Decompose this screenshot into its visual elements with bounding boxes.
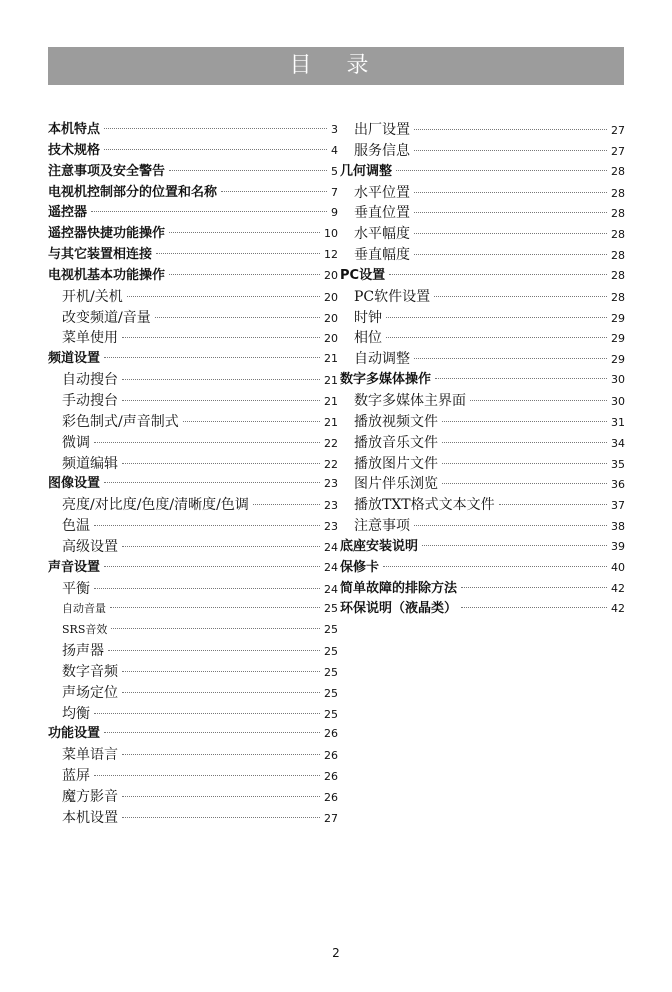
- dot-leader: [104, 732, 320, 733]
- toc-entry[interactable]: [340, 537, 625, 558]
- toc-entry-label: 数字音频: [62, 663, 118, 680]
- toc-entry[interactable]: [340, 599, 625, 620]
- toc-entry[interactable]: [48, 391, 338, 412]
- toc-entry-page: 26: [324, 727, 338, 741]
- toc-entry-label: 电视机基本功能操作: [48, 267, 166, 283]
- toc-entry-page: 25: [324, 602, 338, 616]
- dot-leader: [396, 170, 607, 171]
- dot-leader: [156, 253, 320, 254]
- toc-entry-page: 35: [611, 457, 625, 471]
- toc-entry[interactable]: [48, 766, 338, 787]
- toc-entry[interactable]: [48, 308, 338, 329]
- toc-entry[interactable]: [340, 224, 625, 245]
- toc-entry-label: 相位: [354, 330, 382, 347]
- toc-entry-page: 42: [611, 581, 625, 595]
- toc-entry-page: 23: [324, 477, 338, 491]
- toc-entry-page: 24: [324, 582, 338, 596]
- toc-entry[interactable]: [48, 141, 338, 162]
- toc-entry-page: 26: [324, 770, 338, 784]
- dot-leader: [414, 212, 607, 213]
- toc-entry-label: 功能设置: [48, 726, 101, 742]
- dot-leader: [122, 379, 320, 380]
- dot-leader: [169, 274, 320, 275]
- toc-entry-page: 3: [331, 123, 338, 136]
- dot-leader: [386, 337, 607, 338]
- toc-entry-page: 22: [324, 436, 338, 450]
- toc-entry[interactable]: [48, 162, 338, 183]
- toc-entry[interactable]: [340, 474, 625, 495]
- toc-entry-page: 21: [324, 394, 338, 408]
- toc-entry[interactable]: [340, 495, 625, 516]
- toc-entry[interactable]: [340, 245, 625, 266]
- toc-entry-page: 27: [611, 144, 625, 158]
- toc-entry-label: 电视机控制部分的位置和名称: [48, 184, 218, 200]
- toc-entry-label: 彩色制式/声音制式: [62, 413, 179, 430]
- toc-entry[interactable]: [340, 433, 625, 454]
- dot-leader: [122, 546, 320, 547]
- toc-entry-label: 播放图片文件: [354, 455, 438, 472]
- toc-entry[interactable]: [48, 495, 338, 516]
- toc-entry[interactable]: [340, 516, 625, 537]
- dot-leader: [104, 482, 320, 483]
- toc-entry-page: 23: [324, 520, 338, 534]
- toc-entry[interactable]: [48, 579, 338, 600]
- toc-entry[interactable]: [48, 349, 338, 370]
- toc-entry[interactable]: [340, 162, 625, 183]
- toc-entry-page: 28: [611, 186, 625, 200]
- toc-entry-label: PC设置: [340, 267, 386, 283]
- toc-entry[interactable]: [340, 454, 625, 475]
- toc-entry-label: 开机/关机: [62, 288, 123, 305]
- dot-leader: [122, 400, 320, 401]
- toc-entry-label: 水平位置: [354, 184, 410, 201]
- toc-entry-label: 播放TXT格式文本文件: [354, 497, 495, 514]
- dot-leader: [442, 463, 607, 464]
- dot-leader: [414, 150, 607, 151]
- toc-entry[interactable]: [340, 328, 625, 349]
- toc-entry-label: 与其它装置相连接: [48, 247, 153, 263]
- toc-entry-label: 频道设置: [48, 351, 101, 367]
- toc-entry-label: 自动调整: [354, 351, 410, 368]
- toc-entry[interactable]: [340, 120, 625, 141]
- toc-entry-page: 29: [611, 332, 625, 346]
- dot-leader: [414, 192, 607, 193]
- toc-entry-label: 声场定位: [62, 684, 118, 701]
- dot-leader: [461, 587, 607, 588]
- toc-entry[interactable]: [340, 203, 625, 224]
- toc-entry[interactable]: [48, 224, 338, 245]
- dot-leader: [111, 628, 320, 629]
- toc-entry-label: 自动音量: [62, 602, 106, 616]
- toc-entry[interactable]: [340, 266, 625, 287]
- toc-entry-page: 4: [331, 143, 338, 157]
- toc-entry[interactable]: [48, 287, 338, 308]
- toc-entry[interactable]: [48, 683, 338, 704]
- toc-entry-page: 28: [611, 228, 625, 242]
- toc-entry-page: 10: [324, 227, 338, 241]
- toc-entry-label: 本机特点: [48, 122, 101, 137]
- toc-entry[interactable]: [48, 808, 338, 829]
- toc-entry[interactable]: [48, 599, 338, 620]
- toc-entry-page: 25: [324, 623, 338, 637]
- dot-leader: [442, 421, 607, 422]
- toc-entry-label: 图片伴乐浏览: [354, 476, 438, 493]
- page-title: 目 录: [48, 47, 624, 85]
- dot-leader: [104, 128, 327, 129]
- dot-leader: [183, 421, 320, 422]
- toc-entry-page: 20: [324, 268, 338, 282]
- dot-leader: [122, 463, 320, 464]
- toc-entry-page: 26: [324, 791, 338, 804]
- dot-leader: [389, 274, 607, 275]
- dot-leader: [414, 233, 607, 234]
- toc-entry[interactable]: [48, 662, 338, 683]
- dot-leader: [253, 504, 320, 505]
- toc-entry-page: 39: [611, 539, 625, 553]
- toc-entry[interactable]: [48, 516, 338, 537]
- toc-entry-page: 20: [324, 311, 338, 325]
- toc-entry-label: 菜单语言: [62, 747, 118, 764]
- toc-entry-label: 注意事项及安全警告: [48, 163, 166, 179]
- toc-entry-label: 高级设置: [62, 538, 118, 555]
- toc-entry[interactable]: [48, 724, 338, 745]
- toc-entry-label: 亮度/对比度/色度/清晰度/色调: [62, 497, 249, 514]
- dot-leader: [94, 775, 320, 776]
- toc-left-column: [48, 120, 338, 829]
- toc-entry-page: 12: [324, 248, 338, 262]
- toc-entry-page: 5: [331, 164, 338, 178]
- dot-leader: [104, 357, 320, 358]
- toc-entry[interactable]: [48, 558, 338, 579]
- toc-entry-page: 40: [611, 560, 625, 574]
- toc-entry-label: 改变频道/音量: [62, 309, 151, 326]
- dot-leader: [108, 650, 320, 651]
- toc-entry-label: 频道编辑: [62, 455, 118, 472]
- dot-leader: [169, 170, 327, 171]
- toc-entry-label: 色温: [62, 518, 90, 535]
- toc-entry-page: 25: [324, 645, 338, 659]
- toc-entry-label: 注意事项: [354, 518, 410, 535]
- dot-leader: [386, 317, 607, 318]
- dot-leader: [122, 817, 320, 818]
- dot-leader: [422, 545, 607, 546]
- toc-entry[interactable]: [48, 704, 338, 725]
- toc-entry[interactable]: [48, 787, 338, 808]
- toc-entry-label: 手动搜台: [62, 392, 118, 409]
- toc-entry-page: 28: [611, 290, 625, 304]
- toc-entry[interactable]: [48, 454, 338, 475]
- toc-entry-label: 播放音乐文件: [354, 434, 438, 451]
- toc-entry-label: 扬声器: [62, 643, 104, 660]
- toc-entry[interactable]: [340, 349, 625, 370]
- dot-leader: [169, 232, 320, 233]
- toc-entry-label: 数字多媒体操作: [340, 372, 432, 388]
- toc-entry-label: 环保说明（液晶类）: [340, 601, 458, 617]
- toc-entry-page: 28: [611, 207, 625, 221]
- toc-entry-page: 21: [324, 415, 338, 429]
- toc-entry-label: 垂直位置: [354, 205, 410, 222]
- toc-entry-page: 26: [324, 749, 338, 763]
- toc-entry-page: 24: [324, 540, 338, 554]
- toc-entry-label: 底座安装说明: [340, 538, 419, 554]
- toc-entry-label: 菜单使用: [62, 330, 118, 347]
- dot-leader: [442, 442, 607, 443]
- toc-entry-page: 25: [324, 707, 338, 721]
- toc-entry-page: 27: [324, 811, 338, 825]
- dot-leader: [104, 566, 320, 567]
- toc-entry-page: 28: [611, 164, 625, 178]
- toc-entry-label: 图像设置: [48, 476, 101, 492]
- dot-leader: [122, 754, 320, 755]
- toc-entry-page: 31: [611, 415, 625, 429]
- dot-leader: [383, 566, 607, 567]
- toc-entry[interactable]: [340, 412, 625, 433]
- toc-right-column: [340, 120, 625, 620]
- toc-entry-label: 播放视频文件: [354, 413, 438, 430]
- toc-entry[interactable]: [48, 537, 338, 558]
- toc-entry-label: 自动搜台: [62, 372, 118, 389]
- dot-leader: [104, 149, 327, 150]
- dot-leader: [110, 607, 320, 608]
- toc-entry[interactable]: [340, 308, 625, 329]
- toc-entry-label: SRS音效: [62, 623, 108, 637]
- toc-entry-page: 21: [324, 374, 338, 388]
- toc-entry-label: 遥控器: [48, 205, 88, 221]
- toc-entry[interactable]: [48, 370, 338, 391]
- toc-entry-page: 21: [324, 352, 338, 366]
- toc-entry-page: 20: [324, 332, 338, 346]
- dot-leader: [221, 191, 327, 192]
- toc-entry-label: 垂直幅度: [354, 247, 410, 264]
- dot-leader: [91, 211, 327, 212]
- dot-leader: [470, 400, 607, 401]
- toc-entry-label: 数字多媒体主界面: [354, 392, 466, 409]
- toc-entry-label: 遥控器快捷功能操作: [48, 226, 166, 242]
- toc-entry-page: 27: [611, 124, 625, 137]
- toc-entry[interactable]: [48, 328, 338, 349]
- toc-entry-label: 简单故障的排除方法: [340, 580, 458, 596]
- page-number: 2: [332, 946, 340, 960]
- toc-entry-page: 29: [611, 353, 625, 367]
- toc-entry[interactable]: [340, 391, 625, 412]
- dot-leader: [94, 442, 320, 443]
- toc-entry-page: 23: [324, 499, 338, 513]
- dot-leader: [414, 358, 607, 359]
- toc-entry-page: 30: [611, 373, 625, 387]
- toc-entry[interactable]: [340, 183, 625, 204]
- toc-entry[interactable]: [48, 745, 338, 766]
- toc-entry[interactable]: [48, 412, 338, 433]
- toc-entry[interactable]: [340, 558, 625, 579]
- toc-entry[interactable]: [48, 433, 338, 454]
- toc-entry[interactable]: [340, 287, 625, 308]
- toc-entry-label: 水平幅度: [354, 226, 410, 243]
- toc-entry-label: 均衡: [62, 705, 90, 722]
- toc-entry[interactable]: [340, 141, 625, 162]
- toc-entry-label: 微调: [62, 434, 90, 451]
- toc-entry-label: 魔方影音: [62, 789, 118, 805]
- dot-leader: [94, 713, 320, 714]
- dot-leader: [127, 296, 320, 297]
- toc-entry[interactable]: [340, 579, 625, 600]
- toc-entry-page: 36: [611, 478, 625, 492]
- dot-leader: [414, 129, 607, 130]
- dot-leader: [435, 378, 607, 379]
- toc-entry-page: 20: [324, 290, 338, 304]
- dot-leader: [414, 254, 607, 255]
- dot-leader: [442, 483, 607, 484]
- dot-leader: [122, 692, 320, 693]
- dot-leader: [122, 671, 320, 672]
- toc-entry-page: 29: [611, 311, 625, 325]
- toc-entry-label: 时钟: [354, 309, 382, 326]
- toc-entry-label: 本机设置: [62, 809, 118, 826]
- toc-entry-label: 声音设置: [48, 559, 101, 575]
- dot-leader: [122, 796, 320, 797]
- toc-entry-page: 9: [331, 206, 338, 220]
- toc-entry[interactable]: [48, 266, 338, 287]
- toc-entry[interactable]: [48, 203, 338, 224]
- toc-entry-page: 22: [324, 457, 338, 471]
- toc-entry-label: 平衡: [62, 580, 90, 597]
- toc-entry-label: 保修卡: [340, 559, 380, 575]
- toc-entry-page: 25: [324, 665, 338, 679]
- toc-entry-page: 38: [611, 520, 625, 534]
- dot-leader: [94, 588, 320, 589]
- toc-entry-label: PC软件设置: [354, 288, 431, 305]
- toc-entry-label: 出厂设置: [354, 122, 410, 138]
- toc-entry-page: 42: [611, 602, 625, 616]
- dot-leader: [434, 296, 607, 297]
- toc-entry-label: 几何调整: [340, 163, 393, 179]
- toc-entry-label: 技术规格: [48, 142, 101, 158]
- toc-entry-label: 服务信息: [354, 142, 410, 159]
- toc-entry[interactable]: [48, 641, 338, 662]
- toc-entry-page: 24: [324, 560, 338, 574]
- toc-entry[interactable]: [48, 245, 338, 266]
- dot-leader: [122, 337, 320, 338]
- dot-leader: [461, 607, 607, 608]
- toc-entry-page: 28: [611, 268, 625, 282]
- dot-leader: [499, 504, 607, 505]
- toc-entry-label: 蓝屏: [62, 768, 90, 785]
- toc-entry-page: 28: [611, 249, 625, 263]
- toc-entry-page: 34: [611, 436, 625, 450]
- dot-leader: [414, 525, 607, 526]
- dot-leader: [155, 317, 320, 318]
- toc-entry[interactable]: [48, 474, 338, 495]
- toc-entry[interactable]: [48, 183, 338, 204]
- toc-entry-page: 37: [611, 499, 625, 513]
- toc-entry-page: 25: [324, 686, 338, 700]
- toc-entry[interactable]: [48, 120, 338, 141]
- toc-entry[interactable]: [340, 370, 625, 391]
- dot-leader: [94, 525, 320, 526]
- toc-entry-page: 7: [331, 185, 338, 199]
- toc-entry[interactable]: [48, 620, 338, 641]
- toc-entry-page: 30: [611, 394, 625, 408]
